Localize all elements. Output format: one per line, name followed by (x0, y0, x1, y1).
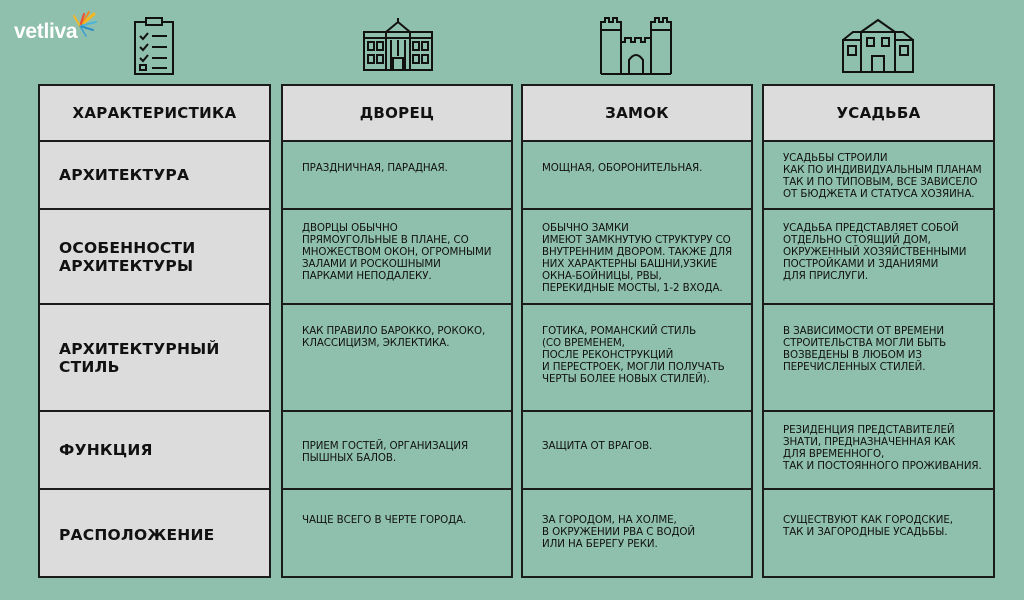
column-header-characteristic (40, 86, 269, 140)
brand-logo: vetliva (14, 20, 78, 43)
table-cell (283, 140, 511, 208)
column-header-manor (764, 86, 993, 140)
table-cell (764, 140, 993, 208)
manor-column (762, 84, 995, 578)
table-cell (523, 303, 751, 410)
table-cell (523, 488, 751, 580)
column-header-palace (283, 86, 511, 140)
checklist-icon (133, 16, 175, 76)
table-cell (283, 208, 511, 303)
row-label: ОСОБЕННОСТИ АРХИТЕКТУРЫ (59, 238, 196, 275)
star-burst-icon (60, 10, 98, 40)
cell-text: ДВОРЦЫ ОБЫЧНО ПРЯМОУГОЛЬНЫЕ В ПЛАНЕ, СО МНОЖЕСТВОМ ОКОН, ОГРОМНЫМИ ЗАЛАМИ И РОСКОШНЫМИ ПАРКАМИ НЕПОДАЛЕКУ. (302, 222, 492, 282)
palace-icon (362, 16, 434, 72)
row-label-architecture (40, 140, 269, 208)
row-label: РАСПОЛОЖЕНИЕ (59, 526, 215, 544)
table-cell (764, 410, 993, 488)
row-label-features (40, 208, 269, 303)
manor-icon (841, 16, 915, 74)
table-cell (283, 410, 511, 488)
castle-column (521, 84, 753, 578)
table-cell (283, 488, 511, 580)
castle-icon (599, 16, 673, 76)
table-cell (764, 303, 993, 410)
header-label: УСАДЬБА (836, 104, 921, 122)
row-label: АРХИТЕКТУРНЫЙ СТИЛЬ (59, 339, 220, 376)
palace-column (281, 84, 513, 578)
characteristics-column (38, 84, 271, 578)
header-label: ДВОРЕЦ (359, 104, 435, 122)
row-label-function (40, 410, 269, 488)
cell-text: МОЩНАЯ, ОБОРОНИТЕЛЬНАЯ. (542, 162, 703, 174)
cell-text: ОБЫЧНО ЗАМКИ ИМЕЮТ ЗАМКНУТУЮ СТРУКТУРУ СО ВНУТРЕННИМ ДВОРОМ. ТАКЖЕ ДЛЯ НИХ ХАРАКТЕРНЫ БАШНИ,УЗКИЕ ОКНА-БОЙНИЦЫ, РВЫ, ПЕРЕКИДНЫЕ МОСТЫ, 1-2 ВХОДА. (542, 222, 733, 294)
header-label: ЗАМОК (605, 104, 669, 122)
table-cell (764, 488, 993, 580)
cell-text: УСАДЬБА ПРЕДСТАВЛЯЕТ СОБОЙ ОТДЕЛЬНО СТОЯЩИЙ ДОМ, ОКРУЖЕННЫЙ ХОЗЯЙСТВЕННЫМИ ПОСТРОЙКАМИ И ЗДАНИЯМИ ДЛЯ ПРИСЛУГИ. (783, 222, 967, 282)
row-label: АРХИТЕКТУРА (59, 166, 190, 184)
header-label: ХАРАКТЕРИСТИКА (72, 104, 237, 122)
cell-text: ЗАЩИТА ОТ ВРАГОВ. (542, 440, 653, 452)
table-cell (283, 303, 511, 410)
cell-text: В ЗАВИСИМОСТИ ОТ ВРЕМЕНИ СТРОИТЕЛЬСТВА МОГЛИ БЫТЬ ВОЗВЕДЕНЫ В ЛЮБОМ ИЗ ПЕРЕЧИСЛЕННЫХ СТИЛЕЙ. (783, 325, 947, 373)
row-label: ФУНКЦИЯ (59, 441, 153, 459)
cell-text: ЗА ГОРОДОМ, НА ХОЛМЕ, В ОКРУЖЕНИИ РВА С ВОДОЙ ИЛИ НА БЕРЕГУ РЕКИ. (542, 514, 696, 550)
table-cell (523, 140, 751, 208)
cell-text: ГОТИКА, РОМАНСКИЙ СТИЛЬ (СО ВРЕМЕНЕМ, ПОСЛЕ РЕКОНСТРУКЦИЙ И ПЕРЕСТРОЕК, МОГЛИ ПОЛУЧАТЬ ЧЕРТЫ БОЛЕЕ НОВЫХ СТИЛЕЙ). (542, 325, 725, 385)
table-cell (764, 208, 993, 303)
cell-text: ПРИЕМ ГОСТЕЙ, ОРГАНИЗАЦИЯ ПЫШНЫХ БАЛОВ. (302, 440, 469, 464)
column-header-castle (523, 86, 751, 140)
cell-text: РЕЗИДЕНЦИЯ ПРЕДСТАВИТЕЛЕЙ ЗНАТИ, ПРЕДНАЗНАЧЕННАЯ КАК ДЛЯ ВРЕМЕННОГО, ТАК И ПОСТОЯННОГО ПРОЖИВАНИЯ. (783, 424, 982, 472)
row-label-location (40, 488, 269, 580)
table-cell (523, 208, 751, 303)
cell-text: УСАДЬБЫ СТРОИЛИ КАК ПО ИНДИВИДУАЛЬНЫМ ПЛАНАМ ТАК И ПО ТИПОВЫМ, ВСЕ ЗАВИСЕЛО ОТ БЮДЖЕТА И СТАТУСА ХОЗЯИНА. (783, 152, 982, 200)
table-cell (523, 410, 751, 488)
cell-text: ПРАЗДНИЧНАЯ, ПАРАДНАЯ. (302, 162, 448, 174)
row-label-style (40, 303, 269, 410)
cell-text: КАК ПРАВИЛО БАРОККО, РОКОКО, КЛАССИЦИЗМ, ЭКЛЕКТИКА. (302, 325, 486, 349)
cell-text: СУЩЕСТВУЮТ КАК ГОРОДСКИЕ, ТАК И ЗАГОРОДНЫЕ УСАДЬБЫ. (783, 514, 953, 538)
cell-text: ЧАЩЕ ВСЕГО В ЧЕРТЕ ГОРОДА. (302, 514, 467, 526)
